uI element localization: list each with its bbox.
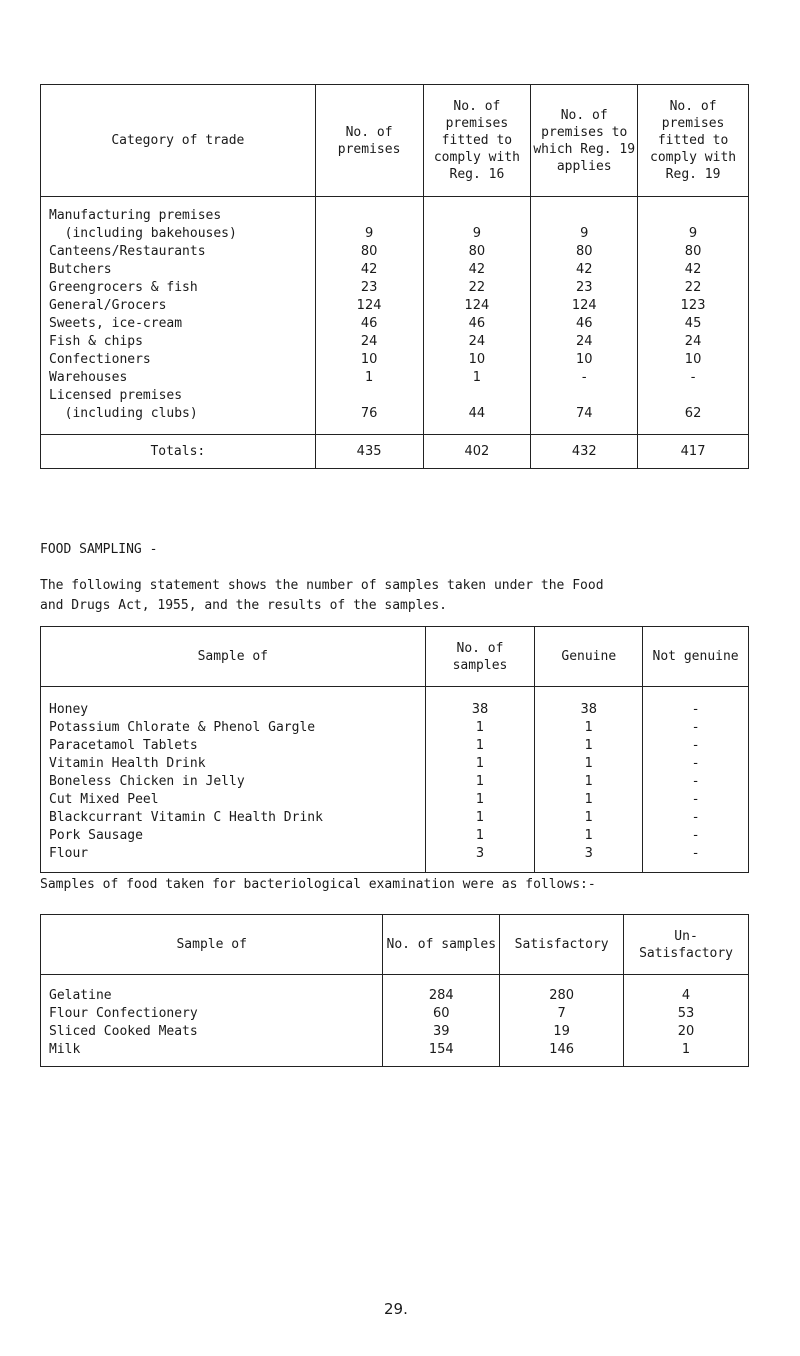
value-cell: 1 bbox=[423, 369, 531, 387]
header-no-premises: No. of premises bbox=[315, 85, 423, 197]
value-cell: 9 bbox=[423, 225, 531, 243]
row-label: Honey bbox=[49, 701, 89, 717]
row-label: Fish & chips bbox=[49, 333, 143, 349]
table-row bbox=[41, 845, 749, 863]
header-unsatisfactory: Un- Satisfactory bbox=[624, 915, 749, 975]
row-label: Manufacturing premises bbox=[49, 207, 222, 223]
row-label: Pork Sausage bbox=[49, 827, 143, 843]
value-cell: 1 bbox=[425, 791, 535, 809]
table-row bbox=[41, 755, 749, 773]
premises-table bbox=[40, 84, 749, 469]
row-label: Blackcurrant Vitamin C Health Drink bbox=[49, 809, 323, 825]
food-sampling-para-line1: The following statement shows the number of samples taken under the Food bbox=[40, 578, 604, 593]
value-cell: 24 bbox=[531, 333, 638, 351]
value-cell: 1 bbox=[535, 791, 643, 809]
value-cell: 1 bbox=[425, 755, 535, 773]
value-cell: 1 bbox=[425, 773, 535, 791]
value-cell: 10 bbox=[638, 351, 749, 369]
value-cell: 60 bbox=[383, 1005, 500, 1023]
header-not-genuine: Not genuine bbox=[643, 627, 749, 687]
table-row bbox=[41, 225, 749, 243]
header-reg19-fitted: No. of premises fitted to comply with Reg. 19 bbox=[638, 85, 749, 197]
value-cell: 80 bbox=[531, 243, 638, 261]
value-cell: - bbox=[643, 755, 749, 773]
food-sampling-heading: FOOD SAMPLING - bbox=[40, 542, 158, 557]
value-cell: 1 bbox=[535, 719, 643, 737]
row-label: Potassium Chlorate & Phenol Gargle bbox=[49, 719, 316, 735]
value-cell: 23 bbox=[315, 279, 423, 297]
value-cell bbox=[638, 207, 749, 225]
bacteriological-table bbox=[40, 914, 749, 1067]
row-label: Warehouses bbox=[49, 369, 128, 385]
table-row bbox=[41, 261, 749, 279]
header-sample-of: Sample of bbox=[176, 937, 247, 952]
value-cell: 80 bbox=[315, 243, 423, 261]
value-cell bbox=[423, 207, 531, 225]
value-cell: 76 bbox=[315, 405, 423, 423]
value-cell: 1 bbox=[535, 755, 643, 773]
bacteriological-para: Samples of food taken for bacteriological examination were as follows:- bbox=[40, 877, 596, 892]
value-cell bbox=[638, 387, 749, 405]
value-cell: 124 bbox=[423, 297, 531, 315]
table-row bbox=[41, 387, 749, 405]
value-cell: 24 bbox=[638, 333, 749, 351]
table-row bbox=[41, 737, 749, 755]
value-cell: 1 bbox=[425, 809, 535, 827]
value-cell: 42 bbox=[638, 261, 749, 279]
table-row bbox=[41, 315, 749, 333]
value-cell: 146 bbox=[500, 1041, 624, 1059]
row-label: Canteens/Restaurants bbox=[49, 243, 206, 259]
value-cell: 80 bbox=[638, 243, 749, 261]
table-row bbox=[41, 809, 749, 827]
table-row bbox=[41, 827, 749, 845]
value-cell: 3 bbox=[425, 845, 535, 863]
value-cell: 284 bbox=[383, 987, 500, 1005]
value-cell: 46 bbox=[531, 315, 638, 333]
value-cell: - bbox=[643, 827, 749, 845]
table-row bbox=[41, 1041, 749, 1059]
table-row bbox=[41, 791, 749, 809]
row-label: General/Grocers bbox=[49, 297, 167, 313]
table-row bbox=[41, 405, 749, 423]
row-label: Confectioners bbox=[49, 351, 151, 367]
value-cell bbox=[315, 207, 423, 225]
value-cell: 46 bbox=[315, 315, 423, 333]
value-cell: - bbox=[643, 719, 749, 737]
row-label: Paracetamol Tablets bbox=[49, 737, 198, 753]
total-cell: 435 bbox=[315, 435, 423, 469]
value-cell: 1 bbox=[624, 1041, 749, 1059]
value-cell: 10 bbox=[531, 351, 638, 369]
row-label: Cut Mixed Peel bbox=[49, 791, 159, 807]
row-label: (including clubs) bbox=[49, 405, 198, 421]
header-no-samples: No. of samples bbox=[383, 915, 500, 975]
value-cell: 42 bbox=[531, 261, 638, 279]
value-cell: 7 bbox=[500, 1005, 624, 1023]
food-samples-table bbox=[40, 626, 749, 873]
header-satisfactory: Satisfactory bbox=[500, 915, 624, 975]
totals-row bbox=[41, 435, 749, 469]
value-cell: 3 bbox=[535, 845, 643, 863]
value-cell: - bbox=[643, 845, 749, 863]
value-cell: 154 bbox=[383, 1041, 500, 1059]
table-row bbox=[41, 351, 749, 369]
table-row bbox=[41, 369, 749, 387]
value-cell: 1 bbox=[425, 737, 535, 755]
table-row bbox=[41, 773, 749, 791]
totals-label: Totals: bbox=[150, 444, 206, 459]
value-cell: 280 bbox=[500, 987, 624, 1005]
table-row bbox=[41, 333, 749, 351]
value-cell bbox=[531, 387, 638, 405]
value-cell: - bbox=[531, 369, 638, 387]
value-cell: 1 bbox=[535, 827, 643, 845]
value-cell: 39 bbox=[383, 1023, 500, 1041]
total-cell: 402 bbox=[423, 435, 531, 469]
value-cell: 45 bbox=[638, 315, 749, 333]
value-cell: 20 bbox=[624, 1023, 749, 1041]
table-row bbox=[41, 297, 749, 315]
value-cell: 1 bbox=[535, 773, 643, 791]
header-genuine: Genuine bbox=[535, 627, 643, 687]
header-reg19-applies: No. of premises to which Reg. 19 applies bbox=[531, 85, 638, 197]
table-row bbox=[41, 719, 749, 737]
value-cell: 23 bbox=[531, 279, 638, 297]
value-cell: - bbox=[643, 701, 749, 719]
value-cell: 22 bbox=[423, 279, 531, 297]
value-cell: 1 bbox=[425, 719, 535, 737]
row-label: Boneless Chicken in Jelly bbox=[49, 773, 245, 789]
value-cell: 9 bbox=[638, 225, 749, 243]
value-cell: - bbox=[643, 737, 749, 755]
row-label: Licensed premises bbox=[49, 387, 183, 403]
value-cell: 9 bbox=[531, 225, 638, 243]
table-row bbox=[41, 701, 749, 719]
value-cell: 1 bbox=[535, 809, 643, 827]
value-cell: - bbox=[643, 773, 749, 791]
row-label: Sliced Cooked Meats bbox=[49, 1023, 198, 1039]
value-cell: 44 bbox=[423, 405, 531, 423]
table-row bbox=[41, 1005, 749, 1023]
value-cell: 1 bbox=[535, 737, 643, 755]
value-cell: 4 bbox=[624, 987, 749, 1005]
table-row bbox=[41, 279, 749, 297]
value-cell: 123 bbox=[638, 297, 749, 315]
row-label: Sweets, ice-cream bbox=[49, 315, 183, 331]
row-label: Flour Confectionery bbox=[49, 1005, 198, 1021]
value-cell: 124 bbox=[531, 297, 638, 315]
value-cell: 42 bbox=[315, 261, 423, 279]
row-label: Vitamin Health Drink bbox=[49, 755, 206, 771]
value-cell: 10 bbox=[315, 351, 423, 369]
value-cell bbox=[315, 387, 423, 405]
table-row bbox=[41, 207, 749, 225]
table-row bbox=[41, 243, 749, 261]
total-cell: 417 bbox=[638, 435, 749, 469]
header-reg16: No. of premises fitted to comply with Reg. 16 bbox=[423, 85, 531, 197]
value-cell: 124 bbox=[315, 297, 423, 315]
total-cell: 432 bbox=[531, 435, 638, 469]
value-cell: 9 bbox=[315, 225, 423, 243]
value-cell: 53 bbox=[624, 1005, 749, 1023]
value-cell: - bbox=[643, 791, 749, 809]
value-cell: 19 bbox=[500, 1023, 624, 1041]
value-cell: 24 bbox=[423, 333, 531, 351]
value-cell bbox=[423, 387, 531, 405]
value-cell: 22 bbox=[638, 279, 749, 297]
header-sample-of: Sample of bbox=[197, 649, 269, 664]
value-cell: 24 bbox=[315, 333, 423, 351]
row-label: (including bakehouses) bbox=[49, 225, 237, 241]
row-label: Milk bbox=[49, 1041, 81, 1057]
row-label: Flour bbox=[49, 845, 89, 861]
value-cell bbox=[531, 207, 638, 225]
value-cell: - bbox=[643, 809, 749, 827]
table-row bbox=[41, 987, 749, 1005]
row-label: Greengrocers & fish bbox=[49, 279, 198, 295]
value-cell: 62 bbox=[638, 405, 749, 423]
value-cell: 80 bbox=[423, 243, 531, 261]
value-cell: 38 bbox=[425, 701, 535, 719]
value-cell: - bbox=[638, 369, 749, 387]
table-row bbox=[41, 1023, 749, 1041]
header-category: Category of trade bbox=[111, 133, 245, 148]
row-label: Butchers bbox=[49, 261, 112, 277]
row-label: Gelatine bbox=[49, 987, 112, 1003]
value-cell: 38 bbox=[535, 701, 643, 719]
header-no-samples: No. of samples bbox=[425, 627, 535, 687]
value-cell: 42 bbox=[423, 261, 531, 279]
value-cell: 1 bbox=[425, 827, 535, 845]
food-sampling-para-line2: and Drugs Act, 1955, and the results of the samples. bbox=[40, 598, 447, 613]
value-cell: 74 bbox=[531, 405, 638, 423]
value-cell: 10 bbox=[423, 351, 531, 369]
value-cell: 46 bbox=[423, 315, 531, 333]
page-number: 29. bbox=[384, 1300, 408, 1318]
value-cell: 1 bbox=[315, 369, 423, 387]
